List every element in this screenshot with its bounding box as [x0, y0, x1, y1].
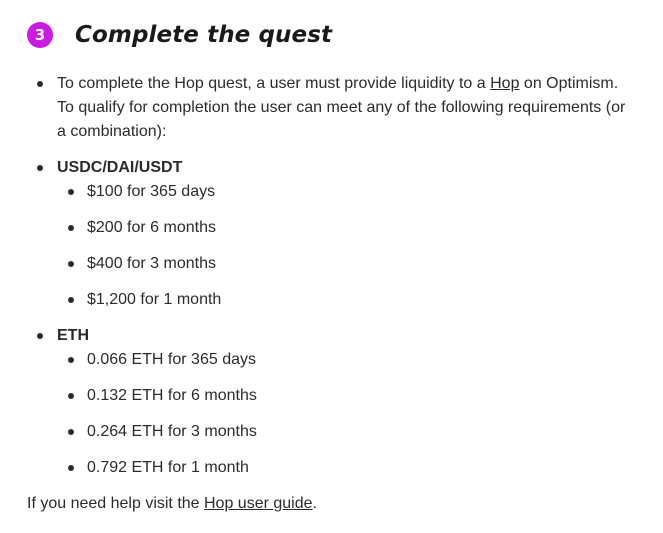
list-item: 0.264 ETH for 3 months	[87, 423, 257, 440]
list-item: 0.132 ETH for 6 months	[87, 387, 257, 404]
bullet-dot	[37, 165, 43, 171]
help-text-end: .	[312, 495, 317, 512]
section-title: Complete the quest	[75, 22, 333, 48]
bullet-dot	[68, 225, 74, 231]
list-item: $100 for 365 days	[87, 183, 216, 200]
bullet-dot	[68, 261, 74, 267]
bullet-dot	[68, 429, 74, 435]
bullet-dot	[68, 297, 74, 303]
bullet-dot	[68, 465, 74, 471]
list-item: $1,200 for 1 month	[87, 291, 222, 308]
intro-text-end: on Optimism. To qualify for completion the user can meet any of the following requirements (or a combination):	[57, 75, 626, 140]
list-item: $200 for 6 months	[87, 219, 216, 236]
step-number-badge: 3	[27, 22, 53, 48]
hop-user-guide-link[interactable]: Hop user guide	[204, 495, 313, 512]
bullet-dot	[37, 81, 43, 87]
help-text	[27, 492, 317, 516]
list-item: 0.792 ETH for 1 month	[87, 459, 249, 476]
list-item: 0.066 ETH for 365 days	[87, 351, 256, 368]
list-item: $400 for 3 months	[87, 255, 216, 272]
bullet-dot	[68, 357, 74, 363]
intro-text-start: To complete the Hop quest, a user must provide liquidity to a	[57, 75, 491, 92]
group-label-stablecoins: USDC/DAI/USDT	[57, 159, 183, 176]
bullet-dot	[37, 333, 43, 339]
intro-paragraph	[57, 72, 637, 144]
bullet-dot	[68, 393, 74, 399]
section-header	[27, 19, 332, 51]
bullet-dot	[68, 189, 74, 195]
group-label-eth: ETH	[57, 327, 89, 344]
help-text-start: If you need help visit the	[27, 495, 204, 512]
hop-link[interactable]: Hop	[490, 75, 520, 92]
